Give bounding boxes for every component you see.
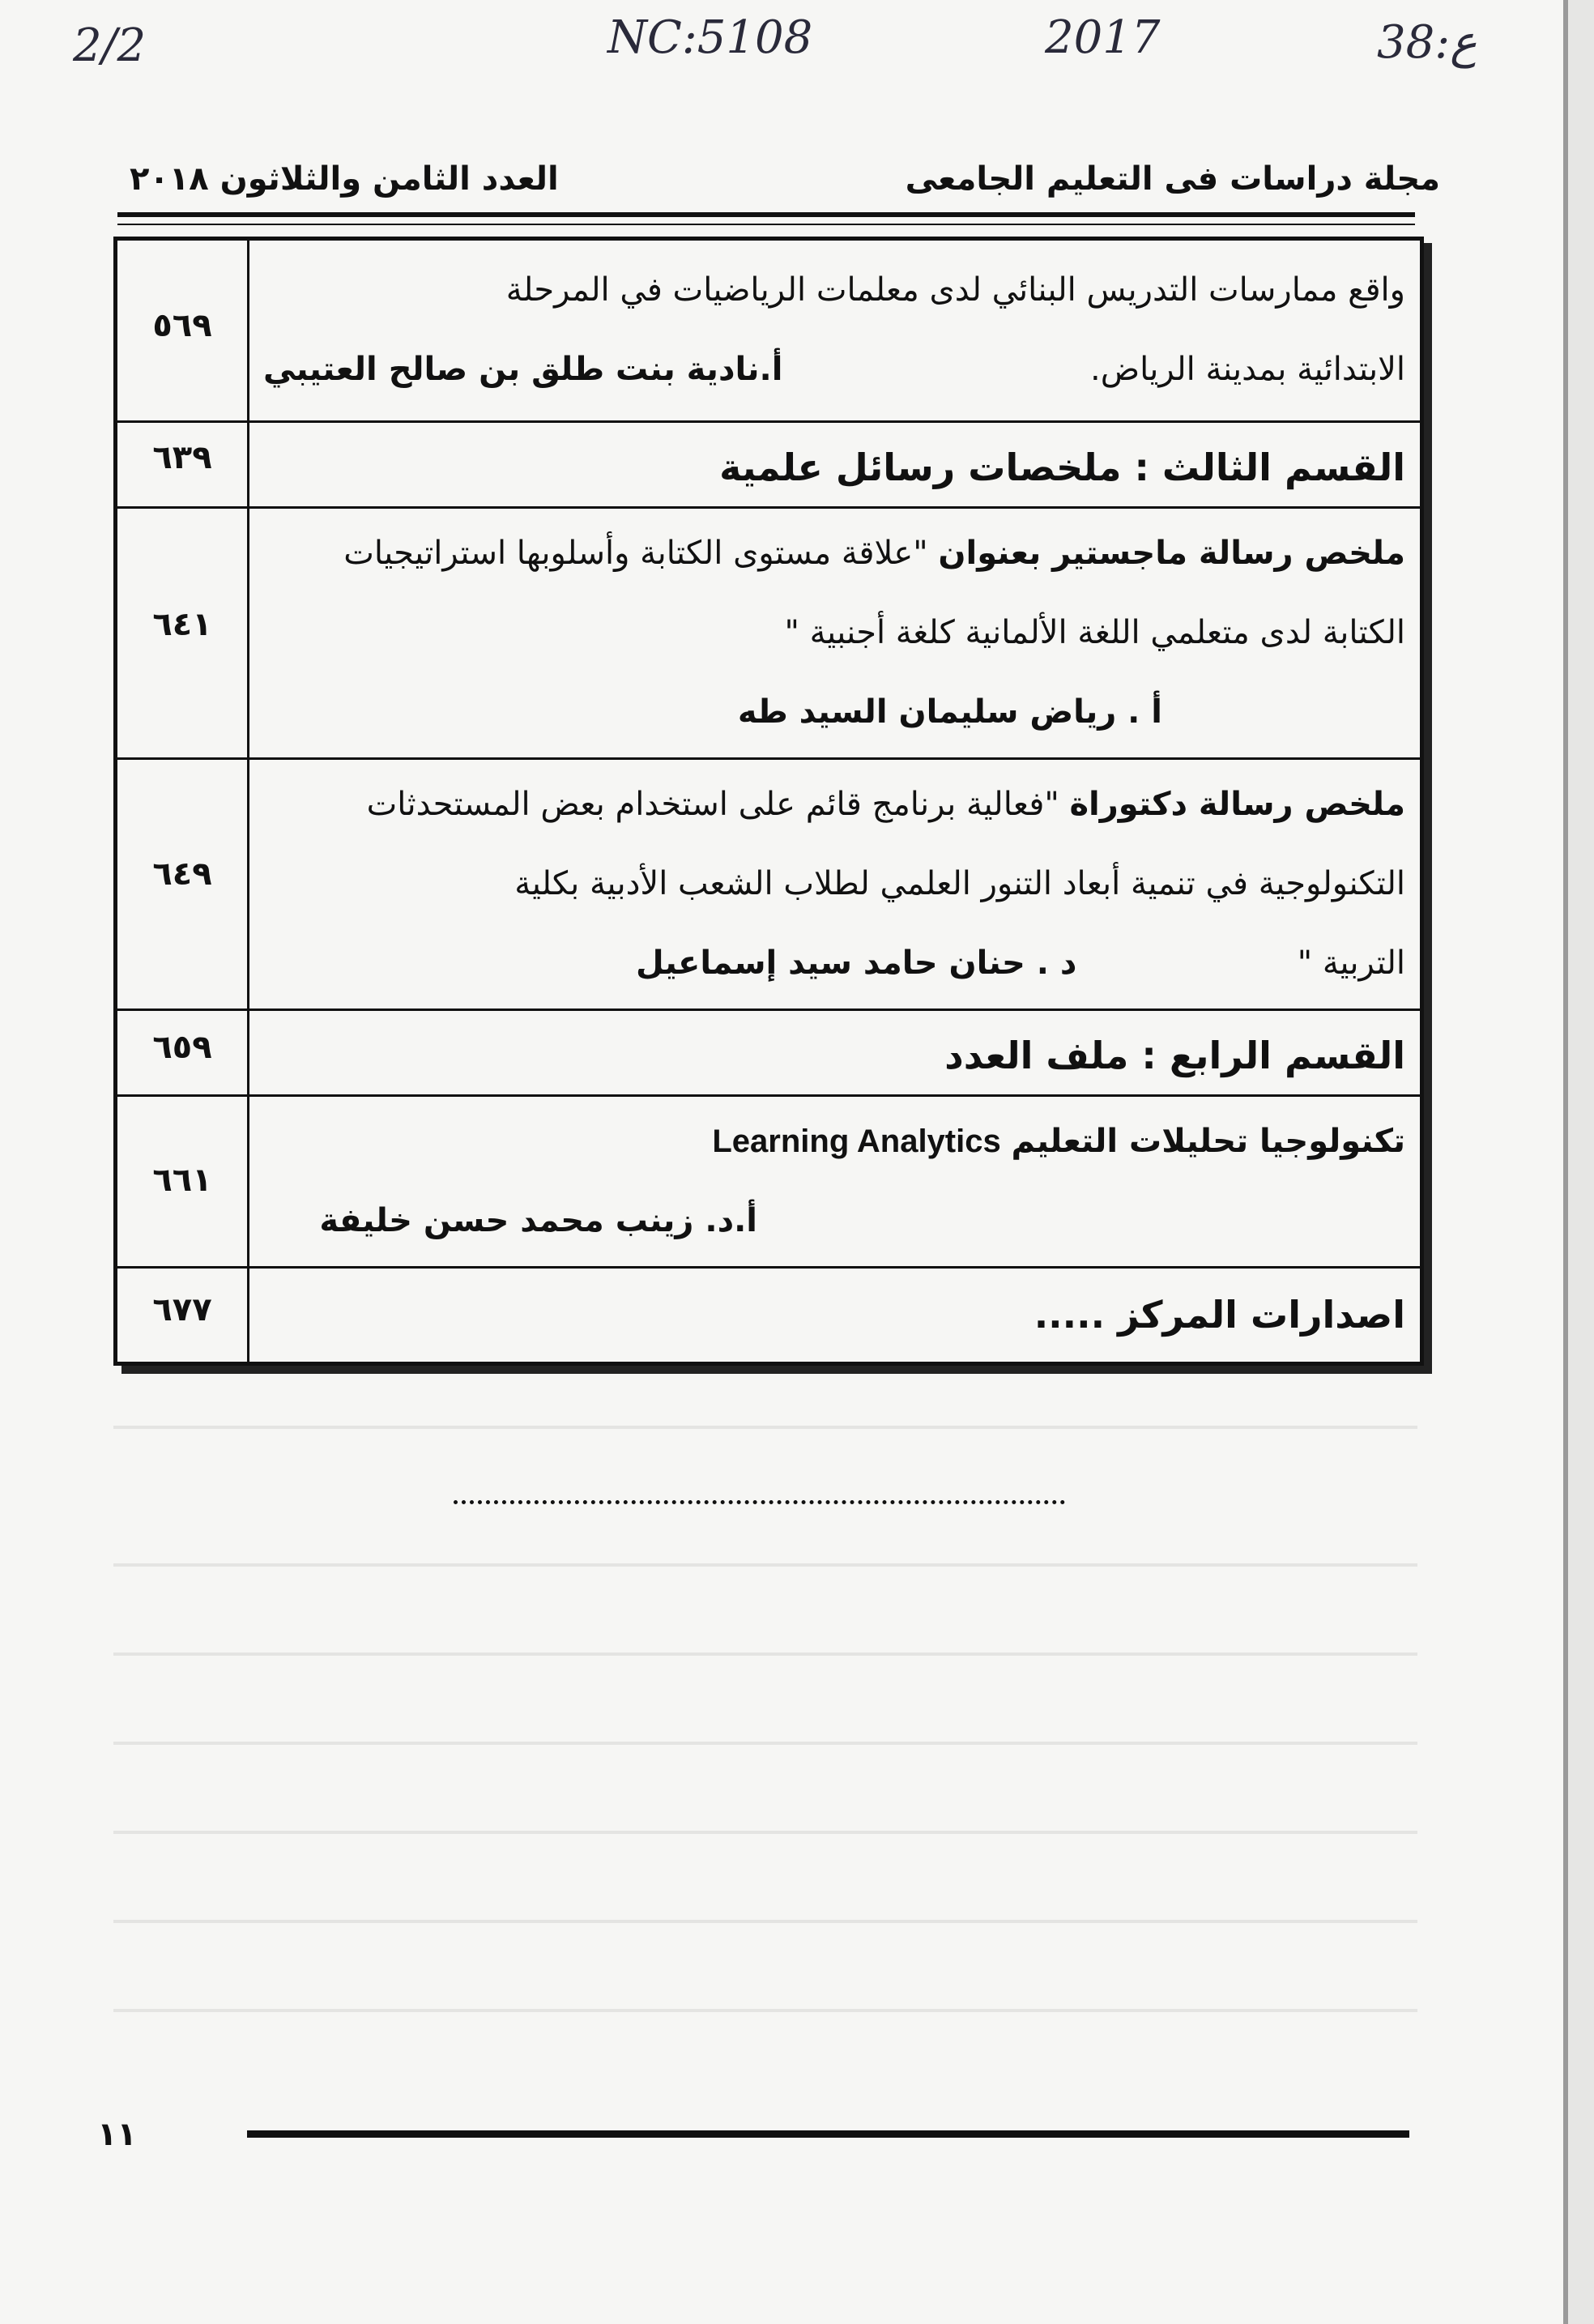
entry-title: تكنولوجيا تحليلات التعليم <box>1011 1123 1405 1160</box>
entry-title-line: واقع ممارسات التدريس البنائي لدى معلمات الرياضيات في المرحلة <box>505 271 1405 309</box>
entry-line <box>263 923 1405 1003</box>
entry-text <box>263 1269 1405 1362</box>
contents-row <box>117 1269 1420 1362</box>
entry-page-number: ٦٧٧ <box>152 1291 212 1328</box>
table-shadow <box>1424 243 1432 1372</box>
table-shadow <box>121 1366 1432 1374</box>
entry-text <box>263 1011 1405 1094</box>
column-divider <box>247 423 249 506</box>
entry-type: ملخص رسالة ماجستير بعنوان <box>938 535 1405 572</box>
entry-text <box>263 423 1405 506</box>
contents-row <box>117 760 1420 1011</box>
handwritten-note-center: NC:5108 <box>607 11 813 64</box>
section-title: القسم الرابع : ملف العدد <box>944 1034 1405 1077</box>
dotted-separator <box>454 1500 1065 1504</box>
bleed-through-line <box>113 1652 1417 1656</box>
page-number: ١١ <box>97 2116 137 2153</box>
column-divider <box>247 509 249 757</box>
entry-text <box>263 509 1405 757</box>
bleed-through-line <box>113 1426 1417 1429</box>
page-margin <box>1568 0 1594 2324</box>
entry-type: ملخص رسالة دكتوراة <box>1069 786 1405 823</box>
entry-title-line: التكنولوجية في تنمية أبعاد التنور العلمي لطلاب الشعب الأدبية بكلية <box>514 865 1405 902</box>
header-rule-thin <box>117 224 1415 225</box>
entry-title-line: الكتابة لدى متعلمي اللغة الألمانية كلغة أجنبية " <box>784 614 1405 651</box>
contents-row <box>117 1097 1420 1269</box>
entry-page-number: ٦٣٩ <box>152 439 212 476</box>
bleed-through-line <box>113 1920 1417 1923</box>
entry-page-number: ٦٥٩ <box>152 1029 212 1066</box>
handwritten-note-year: 2017 <box>1045 11 1161 64</box>
column-divider <box>247 1011 249 1094</box>
contents-table <box>113 237 1424 1366</box>
section-title: القسم الثالث : ملخصات رسائل علمية <box>719 446 1405 489</box>
entry-author: أ.نادية بنت طلق بن صالح العتيبي <box>263 351 783 388</box>
entry-title-line: الابتدائية بمدينة الرياض. <box>1090 351 1405 388</box>
entry-page-number: ٥٦٩ <box>152 307 212 344</box>
column-divider <box>247 1269 249 1362</box>
bleed-through-line <box>113 1742 1417 1745</box>
entry-author: د . حنان حامد سيد إسماعيل <box>636 945 1077 982</box>
entry-line <box>263 330 1405 409</box>
issue-title: العدد الثامن والثلاثون ٢٠١٨ <box>130 160 559 198</box>
bleed-through-line <box>113 1831 1417 1834</box>
contents-row <box>117 423 1420 509</box>
entry-title: "فعالية برنامج قائم على استخدام بعض المستحدثات <box>366 786 1059 823</box>
header-rule <box>117 212 1415 217</box>
contents-row <box>117 1011 1420 1097</box>
footer-rule <box>247 2130 1409 2138</box>
entry-title-line <box>263 1102 1405 1181</box>
entry-text <box>263 1097 1405 1266</box>
column-divider <box>247 241 249 420</box>
bleed-through-line <box>113 1563 1417 1567</box>
entry-page-number: ٦٤٩ <box>152 855 212 893</box>
column-divider <box>247 760 249 1008</box>
handwritten-note-left: 2/2 <box>73 19 147 72</box>
entry-title-line <box>263 514 1405 593</box>
section-title: اصدارات المركز ..... <box>1034 1293 1405 1337</box>
entry-author: أ . رياض سليمان السيد طه <box>737 693 1162 731</box>
entry-title-line <box>263 765 1405 844</box>
entry-title: "علاقة مستوى الكتابة وأسلوبها استراتيجيات <box>343 535 928 572</box>
entry-title-english: Learning Analytics <box>712 1124 1001 1159</box>
bleed-through-line <box>113 2009 1417 2012</box>
journal-title: مجلة دراسات فى التعليم الجامعى <box>905 160 1440 198</box>
column-divider <box>247 1097 249 1266</box>
contents-row <box>117 509 1420 760</box>
handwritten-note-right: 38:ع <box>1377 16 1477 69</box>
entry-text <box>263 241 1405 420</box>
entry-author: أ.د. زينب محمد حسن خليفة <box>319 1202 757 1239</box>
contents-row <box>117 241 1420 423</box>
entry-page-number: ٦٤١ <box>152 606 212 643</box>
entry-page-number: ٦٦١ <box>152 1162 212 1199</box>
entry-title-line: التربية " <box>1297 945 1405 982</box>
entry-text <box>263 760 1405 1008</box>
